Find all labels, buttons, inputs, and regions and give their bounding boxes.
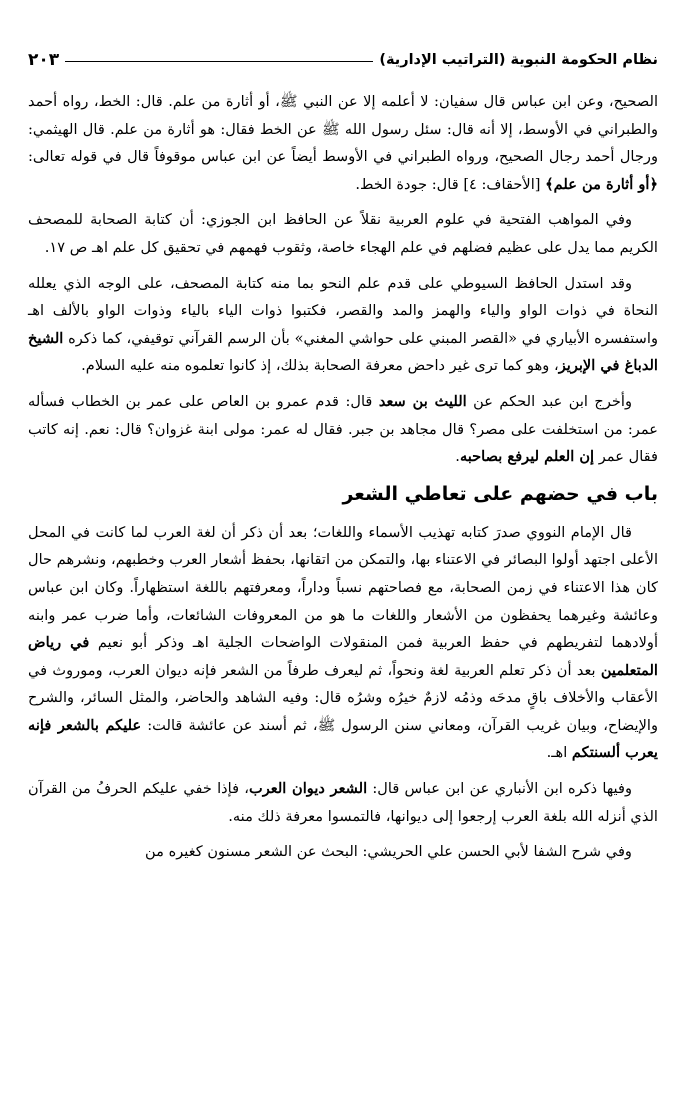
text-segment: الصحيح، وعن ابن عباس قال سفيان: لا أعلمه إلا عن النبي ﷺ، أو أثارة من علم. قال: الخط، رواه أحمد والطبراني في الأوسط، إلا أنه قال: سئل رسول الله ﷺ عن الخط فقال: هو أثارة من علم. قال الهيثمي: ورجال أحمد رجال الصحيح، ورواه الطبراني في الأوسط أيضاً عن ابن عباس موقوفاً قال في قوله تعالى: <box>28 93 658 166</box>
bold-quote: عليكم بالشعر فإنه يعرب ألسنتكم <box>28 716 658 762</box>
page-body <box>28 88 658 874</box>
bold-quote: الشعر ديوان العرب <box>249 780 368 798</box>
text-segment: وقد استدل الحافظ السيوطي على قدم علم النحو بما منه كتابة المصحف، على الوجه الذي يعلله النحاة في ذوات الواو والياء والهمز والمد والقصر، فكتبوا ذوات الياء بالياء وذوات الواو بالألف اهـ واستفسره الأبياري في «القصر المبني على حواشي المغني» بأن الرسم القرآني توقيفي، كما ذكره <box>28 274 658 347</box>
text-segment: وأخرج ابن عبد الحكم عن <box>466 392 633 410</box>
text-segment: وفيها ذكره ابن الأنباري عن ابن عباس قال: <box>367 780 632 798</box>
section-heading: باب في حضهم على تعاطي الشعر <box>342 482 658 505</box>
text-segment: وفي شرح الشفا لأبي الحسن علي الحريشي: البحث عن الشعر مسنون كغيره من <box>145 843 632 861</box>
text-segment: وفي المواهب الفتحية في علوم العربية نقلاً عن الحافظ ابن الجوزي: أن كتابة الصحابة للمصحف الكريم مما يدل على عظيم فضلهم في علم الهجاء خاصة، وثقوب فهمهم في تحقيق كل علم اهـ ص ١٧. <box>28 211 658 256</box>
bold-book-title: في رياض المتعلمين <box>28 634 658 679</box>
text-segment: [الأحقاف: ٤] قال: جودة الخط. <box>355 175 546 193</box>
paragraph <box>28 88 658 198</box>
page-number: ٢٠٣ <box>28 50 60 70</box>
text-segment: ، فإذا خفي عليكم الحرفُ من القرآن الذي أنزله الله بلغة العرب إرجعوا إلى ديوانها، فالتمسوا معرفة ذلك منه. <box>28 780 658 825</box>
text-segment: اهـ. <box>546 744 572 762</box>
quran-quote: ﴿أو أثارة من علم﴾ <box>545 175 658 193</box>
running-title: نظام الحكومة النبوية (التراتيب الإدارية) <box>379 52 658 68</box>
paragraph <box>28 838 658 866</box>
paragraph <box>28 775 658 830</box>
paragraph <box>28 206 658 261</box>
header-rule <box>65 61 373 62</box>
bold-quote: إن العلم ليرفع بصاحبه <box>459 448 595 466</box>
paragraph <box>28 270 658 380</box>
text-segment: بعد أن ذكر تعلم العربية لغة ونحواً، ثم ليعرف طرفاً من الشعر فإنه ديوان العرب، وموروث في الأعقاب والأخلاف باقٍ مدحَه وذمُه لازمٌ خيرُه وشرُه قال: وفيه الشاهد والحاضر، والمثل السائر، والشرح والإيضاح، وبيان غريب القرآن، ومعاني سنن الرسول ﷺ، ثم أسند عن عائشة قالت: <box>28 661 658 734</box>
text-segment: قال: قدم عمرو بن العاص على عمر بن الخطاب فسأله عمر: من استخلفت على مصر؟ قال مجاهد بن جبر. فقال له عمر: مولى ابنة غزوان؟ قال: نعم. إنه كاتب فقال عمر <box>28 392 658 466</box>
page-header <box>28 40 658 74</box>
bold-reference: الشيخ الدباغ في الإبريز <box>28 329 658 375</box>
text-segment: ، وهو كما ترى غير داحض معرفة الصحابة بذلك، إذ كانوا تعلموه منه عليه السلام. <box>81 357 559 375</box>
paragraph <box>28 388 658 471</box>
bold-name: الليث بن سعد <box>378 392 467 410</box>
paragraph <box>28 519 658 767</box>
text-segment: . <box>455 448 460 466</box>
text-segment: قال الإمام النووي صدرَ كتابه تهذيب الأسماء واللغات؛ بعد أن ذكر أن لغة العرب لما كانت في المحل الأعلى اجتهد أولوا البصائر في الاعتناء بها، والتمكن من اتقانها، بحفظ أشعار العرب وخطبهم، ونشرهم حال كان هذا الاعتناء في زمن الصحابة، مع فصاحتهم نسباً وداراً، ومعرفتهم باللغة استظهاراً. وكان ابن عباس وعائشة وغيرهما يحفظون من الأشعار واللغات ما هو من المعروفات الشائعات، وأما ضرب عمر وابنه أولادهما لتفريطهم في حفظ العربية فمن المنقولات الواضحات الجلية اهـ وذكر أبو نعيم <box>28 523 659 652</box>
